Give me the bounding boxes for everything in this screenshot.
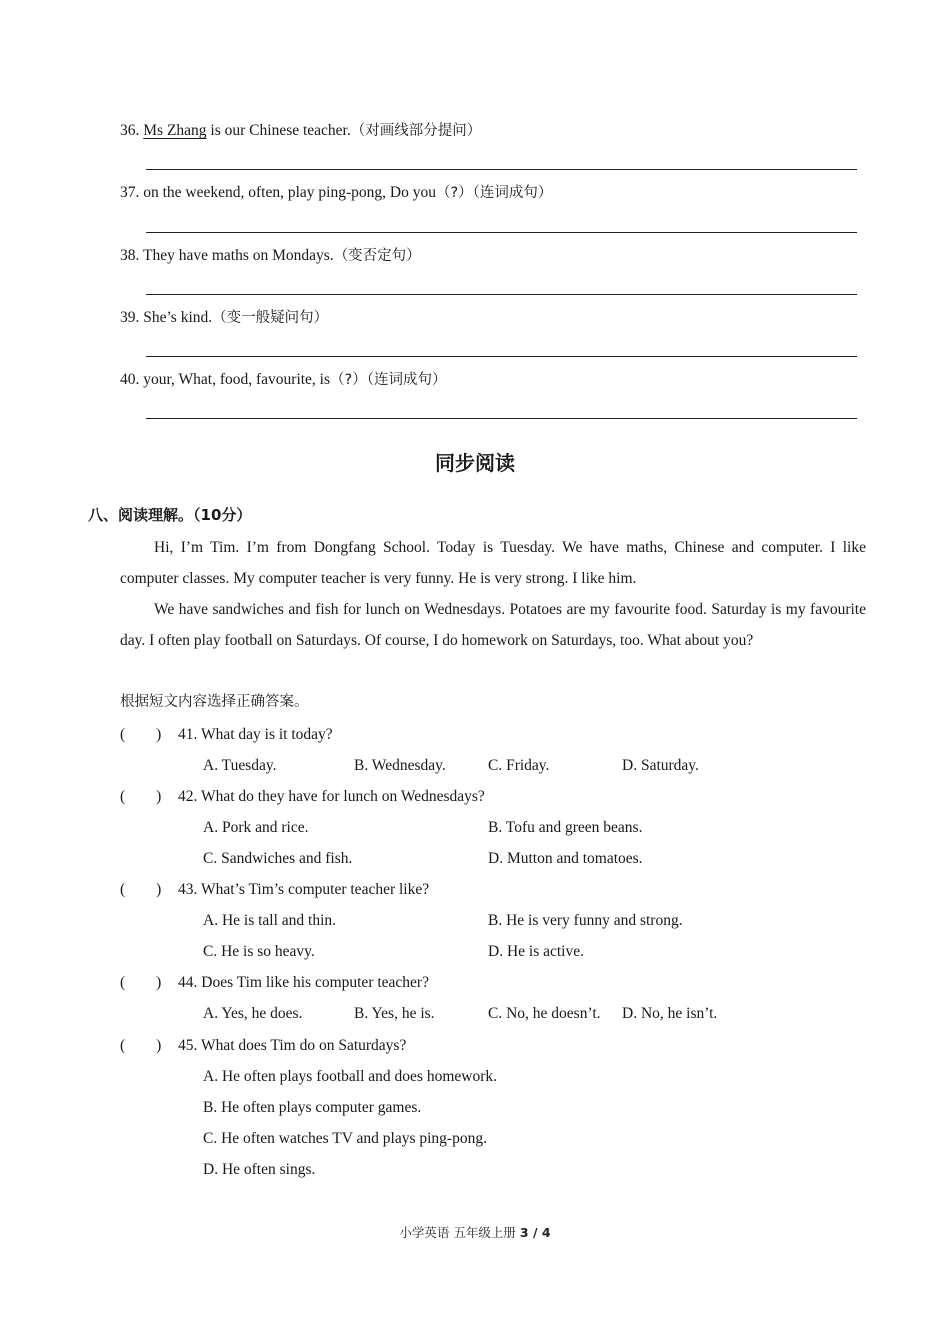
answer-paren-45[interactable]: ( ) — [120, 1037, 162, 1054]
option-44-d[interactable]: D. No, he isn’t. — [622, 1005, 718, 1022]
question-number: 36. — [120, 122, 140, 139]
option-41-a[interactable]: A. Tuesday. — [203, 757, 277, 774]
option-45-a[interactable]: A. He often plays football and does homework. — [203, 1068, 498, 1085]
question-42: 42. What do they have for lunch on Wednesdays? — [178, 788, 485, 805]
option-41-b[interactable]: B. Wednesday. — [354, 757, 446, 774]
option-45-d[interactable]: D. He often sings. — [203, 1161, 316, 1178]
question-number: 38. — [120, 247, 140, 264]
question-40 — [120, 372, 446, 388]
option-44-c[interactable]: C. No, he doesn’t. — [488, 1005, 601, 1022]
option-42-a[interactable]: A. Pork and rice. — [203, 819, 309, 836]
option-45-b[interactable]: B. He often plays computer games. — [203, 1099, 422, 1116]
question-41: 41. What day is it today? — [178, 726, 333, 743]
question-number: 40. — [120, 371, 140, 388]
instruction: 根据短文内容选择正确答案。 — [120, 694, 309, 710]
option-41-d[interactable]: D. Saturday. — [622, 757, 699, 774]
option-42-c[interactable]: C. Sandwiches and fish. — [203, 850, 353, 867]
question-37 — [120, 185, 552, 201]
option-43-c[interactable]: C. He is so heavy. — [203, 943, 315, 960]
answer-paren-44[interactable]: ( ) — [120, 974, 162, 991]
question-number: 37. — [120, 184, 140, 201]
option-43-b[interactable]: B. He is very funny and strong. — [488, 912, 683, 929]
section-title: 同步阅读 — [435, 451, 515, 475]
question-45: 45. What does Tim do on Saturdays? — [178, 1037, 407, 1054]
passage-paragraph-2: We have sandwiches and fish for lunch on Wednesdays. Potatoes are my favourite food. Saturday is my favourite day. I often play football on Saturdays. Of course, I do homework on Saturdays, too. What about you? — [120, 601, 866, 649]
question-text: on the weekend, often, play ping-pong, Do you — [143, 184, 436, 201]
question-instruction: （对画线部分提问） — [350, 123, 482, 139]
option-44-a[interactable]: A. Yes, he does. — [203, 1005, 303, 1022]
question-36 — [120, 123, 481, 139]
answer-paren-41[interactable]: ( ) — [120, 726, 162, 743]
question-number: 39. — [120, 309, 140, 326]
option-45-c[interactable]: C. He often watches TV and plays ping-pong. — [203, 1130, 487, 1147]
question-43: 43. What’s Tim’s computer teacher like? — [178, 881, 430, 898]
answer-line-36[interactable] — [146, 169, 857, 170]
underlined-phrase: Ms Zhang — [143, 122, 207, 139]
question-39 — [120, 310, 328, 326]
answer-paren-43[interactable]: ( ) — [120, 881, 162, 898]
question-text: is our Chinese teacher. — [206, 122, 351, 139]
question-text: They have maths on Mondays. — [142, 247, 334, 264]
option-43-d[interactable]: D. He is active. — [488, 943, 584, 960]
footer-text: 小学英语 五年级上册 — [399, 1225, 516, 1240]
answer-line-39[interactable] — [146, 356, 857, 357]
question-instruction: （变否定句） — [333, 248, 421, 264]
page-number: 3 / 4 — [519, 1225, 551, 1240]
answer-paren-42[interactable]: ( ) — [120, 788, 162, 805]
question-44: 44. Does Tim like his computer teacher? — [178, 974, 429, 991]
option-42-d[interactable]: D. Mutton and tomatoes. — [488, 850, 643, 867]
question-38 — [120, 248, 421, 264]
section-heading: 八、阅读理解。（10分） — [88, 506, 252, 524]
question-instruction: （?）（连词成句） — [330, 372, 447, 388]
page-footer — [0, 1227, 950, 1240]
question-text: your, What, food, favourite, is — [143, 371, 331, 388]
answer-line-37[interactable] — [146, 232, 857, 233]
question-instruction: （?）（连词成句） — [435, 185, 553, 201]
answer-line-38[interactable] — [146, 294, 857, 295]
answer-line-40[interactable] — [146, 418, 857, 419]
option-44-b[interactable]: B. Yes, he is. — [354, 1005, 435, 1022]
passage-paragraph-1: Hi, I’m Tim. I’m from Dongfang School. Today is Tuesday. We have maths, Chinese and computer. I like computer classes. My computer teacher is very funny. He is very strong. I like him. — [120, 539, 866, 587]
option-41-c[interactable]: C. Friday. — [488, 757, 550, 774]
option-42-b[interactable]: B. Tofu and green beans. — [488, 819, 643, 836]
question-text: She’s kind. — [143, 309, 213, 326]
question-instruction: （变一般疑问句） — [212, 310, 329, 326]
option-43-a[interactable]: A. He is tall and thin. — [203, 912, 337, 929]
